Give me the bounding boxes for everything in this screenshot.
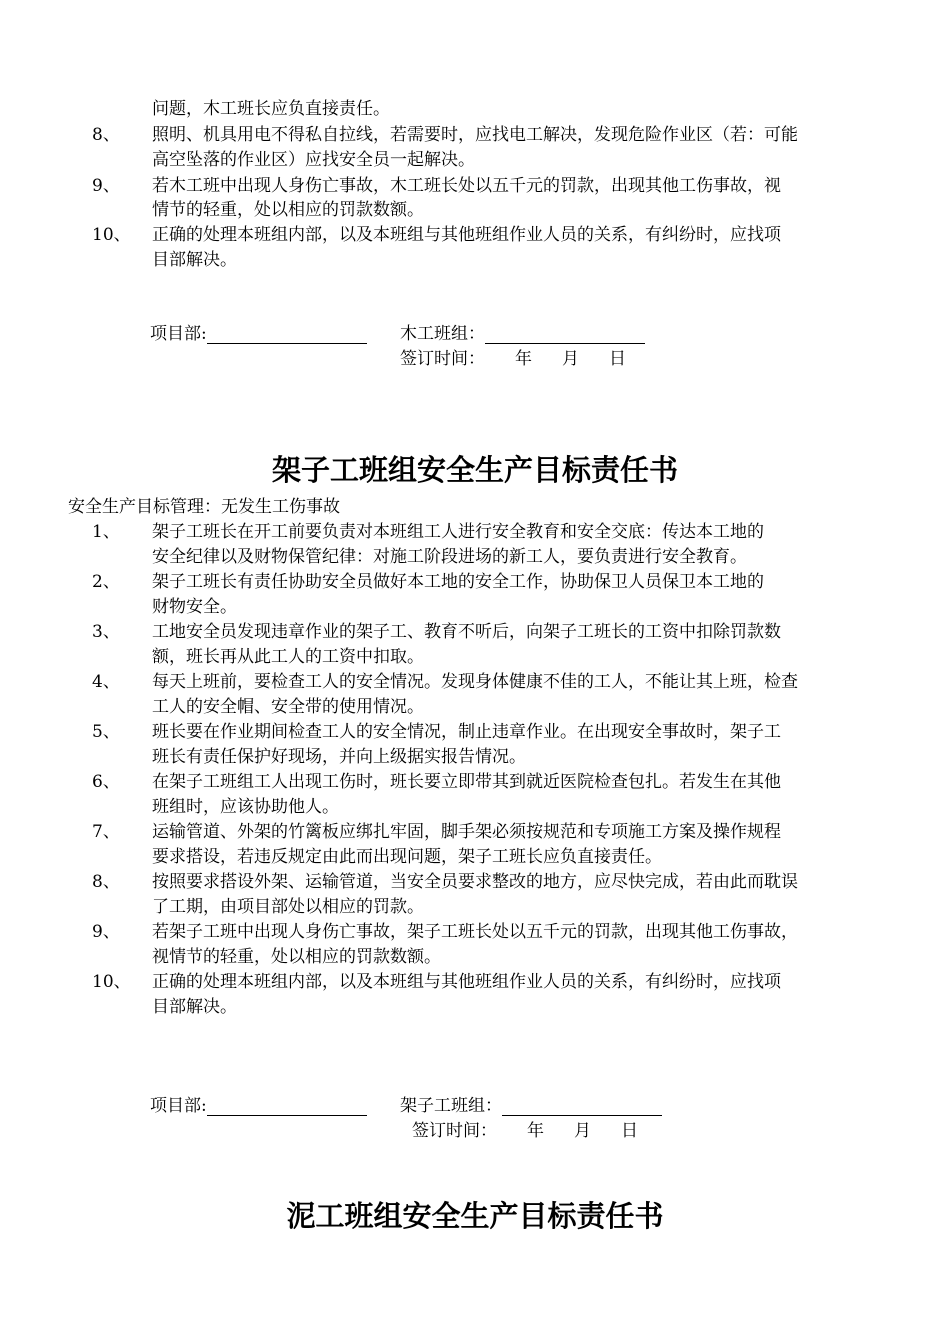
- item-line: 目部解决。: [152, 997, 237, 1017]
- section-title: 泥工班组安全生产目标责任书: [286, 1199, 664, 1233]
- team-signature: [400, 1096, 662, 1116]
- item-line: 视情节的轻重，处以相应的罚款数额。: [152, 947, 441, 967]
- team-signature: [400, 324, 645, 344]
- item-line: 工人的安全帽、安全带的使用情况。: [152, 697, 424, 717]
- item-line: 若架子工班中出现人身伤亡事故，架子工班长处以五千元的罚款，出现其他工伤事故，: [152, 922, 798, 942]
- date-year: 年: [527, 1121, 544, 1141]
- date-label: 签订时间：: [412, 1121, 497, 1141]
- date-month: 月: [562, 349, 579, 369]
- project-signature: [150, 1096, 367, 1116]
- item-number: 9、: [92, 922, 120, 942]
- date-day: 日: [621, 1121, 638, 1141]
- item-line: 每天上班前，要检查工人的安全情况。发现身体健康不佳的工人，不能让其上班，检查: [152, 672, 798, 692]
- project-label: 项目部:: [150, 1096, 207, 1116]
- section-title: 架子工班组安全生产目标责任书: [271, 453, 678, 487]
- item-line: 按照要求搭设外架、运输管道，当安全员要求整改的地方，应尽快完成，若由此而耽误: [152, 872, 798, 892]
- item-number: 6、: [92, 772, 120, 792]
- signature-line: [207, 327, 367, 344]
- item-number: 5、: [92, 722, 120, 742]
- item-line: 正确的处理本班组内部，以及本班组与其他班组作业人员的关系，有纠纷时，应找项: [152, 225, 781, 245]
- signature-line: [485, 327, 645, 344]
- item-number: 7、: [92, 822, 120, 842]
- item-number: 3、: [92, 622, 120, 642]
- signature-line: [502, 1099, 662, 1116]
- signature-line: [207, 1099, 367, 1116]
- item-line: 若木工班中出现人身伤亡事故，木工班长处以五千元的罚款，出现其他工伤事故，视: [152, 176, 781, 196]
- item-line: 照明、机具用电不得私自拉线，若需要时，应找电工解决，发现危险作业区（若：可能: [152, 125, 798, 145]
- item-number: 10、: [92, 225, 131, 245]
- item-line: 正确的处理本班组内部，以及本班组与其他班组作业人员的关系，有纠纷时，应找项: [152, 972, 781, 992]
- item-number: 9、: [92, 176, 120, 196]
- item-line: 班长要在作业期间检查工人的安全情况，制止违章作业。在出现安全事故时，架子工: [152, 722, 781, 742]
- item-line: 班组时，应该协助他人。: [152, 797, 339, 817]
- item-line: 高空坠落的作业区）应找安全员一起解决。: [152, 150, 475, 170]
- date-month: 月: [574, 1121, 591, 1141]
- item-line: 班长有责任保护好现场，并向上级据实报告情况。: [152, 747, 526, 767]
- item-line: 架子工班长在开工前要负责对本班组工人进行安全教育和安全交底：传达本工地的: [152, 522, 764, 542]
- item-line: 架子工班长有责任协助安全员做好本工地的安全工作，协助保卫人员保卫本工地的: [152, 572, 764, 592]
- safety-goal: 安全生产目标管理：无发生工伤事故: [68, 497, 340, 517]
- item-line: 目部解决。: [152, 250, 237, 270]
- item-line: 财物安全。: [152, 597, 237, 617]
- item-line: 了工期，由项目部处以相应的罚款。: [152, 897, 424, 917]
- item-number: 2、: [92, 572, 120, 592]
- item-number: 4、: [92, 672, 120, 692]
- continuation-text: 问题，木工班长应负直接责任。: [152, 99, 390, 119]
- item-line: 情节的轻重，处以相应的罚款数额。: [152, 200, 424, 220]
- date-year: 年: [515, 349, 532, 369]
- team-label: 架子工班组：: [400, 1096, 502, 1116]
- date-label: 签订时间：: [400, 349, 485, 369]
- item-line: 要求搭设，若违反规定由此而出现问题，架子工班长应负直接责任。: [152, 847, 662, 867]
- project-signature: [150, 324, 367, 344]
- item-number: 10、: [92, 972, 131, 992]
- sign-date: [400, 349, 626, 369]
- item-line: 额，班长再从此工人的工资中扣取。: [152, 647, 424, 667]
- project-label: 项目部:: [150, 324, 207, 344]
- item-number: 8、: [92, 872, 120, 892]
- team-label: 木工班组：: [400, 324, 485, 344]
- item-line: 运输管道、外架的竹篱板应绑扎牢固，脚手架必须按规范和专项施工方案及操作规程: [152, 822, 781, 842]
- sign-date: [412, 1121, 638, 1141]
- date-day: 日: [609, 349, 626, 369]
- item-number: 8、: [92, 125, 120, 145]
- item-number: 1、: [92, 522, 120, 542]
- item-line: 安全纪律以及财物保管纪律：对施工阶段进场的新工人，要负责进行安全教育。: [152, 547, 747, 567]
- item-line: 在架子工班组工人出现工伤时，班长要立即带其到就近医院检查包扎。若发生在其他: [152, 772, 781, 792]
- item-line: 工地安全员发现违章作业的架子工、教育不听后，向架子工班长的工资中扣除罚款数: [152, 622, 781, 642]
